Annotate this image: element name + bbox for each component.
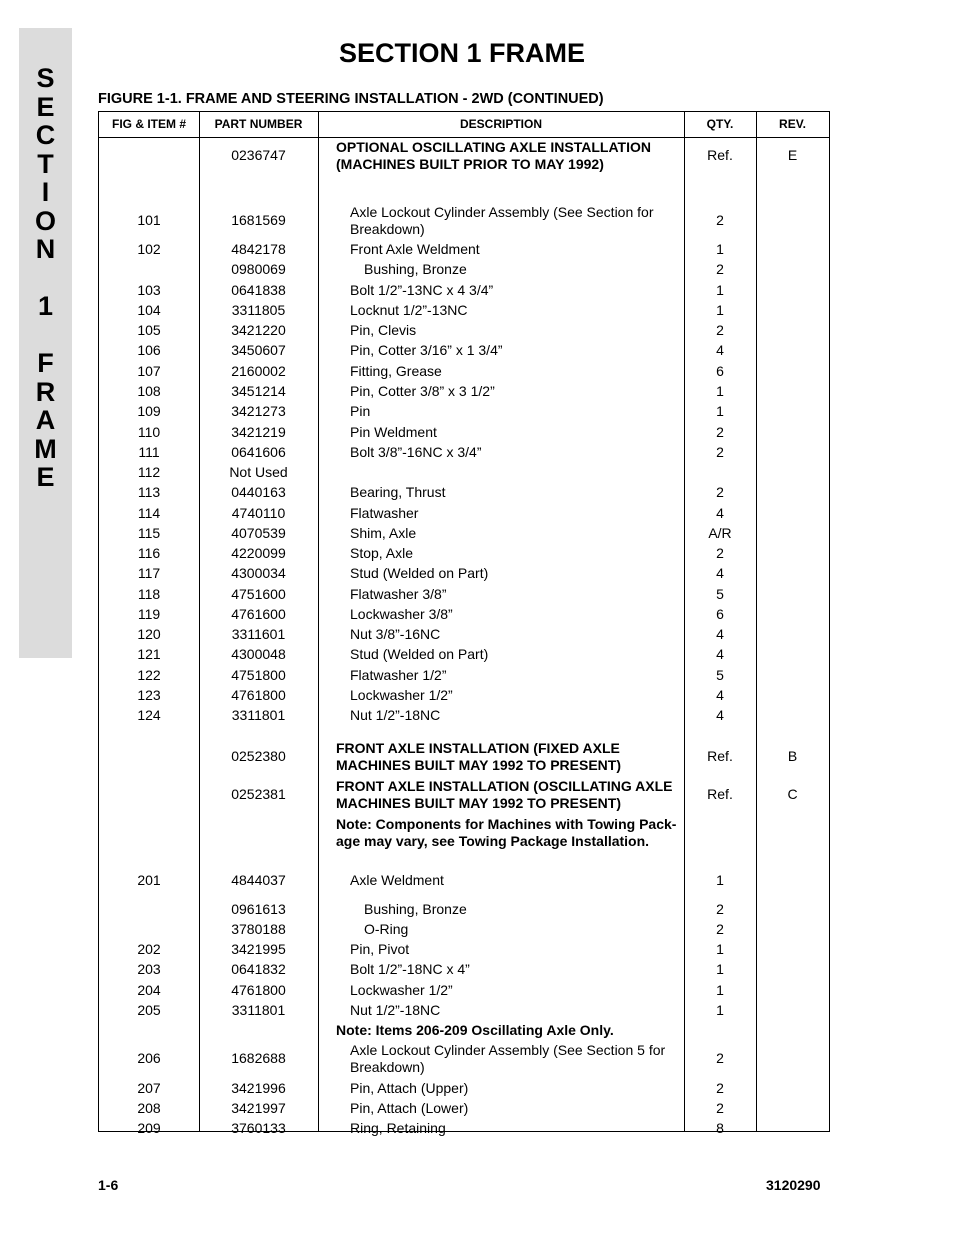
cell-description: Ring, Retaining xyxy=(350,1120,446,1136)
cell-qty: 2 xyxy=(716,484,724,500)
side-tab-letter: E xyxy=(36,91,55,122)
cell-description: Nut 1/2”-18NC xyxy=(350,707,441,723)
cell-qty: 2 xyxy=(716,1100,724,1116)
cell-description: Note: Components for Machines with Towing Pack-age may vary, see Towing Package Installation. xyxy=(336,816,677,849)
side-tab-letter: M xyxy=(34,433,57,464)
cell-qty: 6 xyxy=(716,606,724,622)
cell-fig-item: 208 xyxy=(137,1100,161,1116)
cell-fig-item: 207 xyxy=(137,1080,161,1096)
cell-part-number: 4751800 xyxy=(231,667,286,683)
side-tab-letter: E xyxy=(36,462,55,492)
cell-part-number: 3421219 xyxy=(231,424,286,440)
cell-description: Pin, Clevis xyxy=(350,322,417,338)
side-tab-letter: F xyxy=(37,348,54,378)
cell-part-number: 3421273 xyxy=(231,403,286,419)
cell-fig-item: 105 xyxy=(137,322,161,338)
page-title: SECTION 1 FRAME xyxy=(338,38,586,68)
side-tab-letter: N xyxy=(35,234,56,264)
cell-fig-item: 111 xyxy=(138,444,160,460)
cell-description: Axle Weldment xyxy=(350,872,444,888)
side-tab-letter: R xyxy=(35,376,56,407)
cell-part-number: 3421220 xyxy=(231,322,286,338)
cell-description: Nut 1/2”-18NC xyxy=(350,1002,441,1018)
cell-part-number: 0641838 xyxy=(231,282,286,298)
cell-part-number: 3311601 xyxy=(231,626,286,642)
cell-qty: 1 xyxy=(716,403,724,419)
cell-description: Flatwasher xyxy=(350,505,419,521)
cell-qty: 2 xyxy=(716,1050,724,1066)
cell-qty: A/R xyxy=(708,525,732,541)
cell-description: Stop, Axle xyxy=(350,545,414,561)
cell-qty: 1 xyxy=(716,383,724,399)
cell-description: Pin Weldment xyxy=(350,424,437,440)
cell-part-number: 0961613 xyxy=(231,901,286,917)
cell-qty: 2 xyxy=(716,444,724,460)
cell-fig-item: 115 xyxy=(137,525,161,541)
cell-fig-item: 123 xyxy=(137,687,161,703)
cell-qty: 8 xyxy=(716,1120,724,1136)
cell-part-number: 3450607 xyxy=(231,342,286,358)
cell-qty: 1 xyxy=(716,302,724,318)
cell-part-number: 4842178 xyxy=(231,241,286,257)
cell-qty: 5 xyxy=(716,586,724,602)
cell-fig-item: 108 xyxy=(137,383,161,399)
cell-description: Bolt 1/2”-18NC x 4” xyxy=(350,961,470,977)
cell-qty: 4 xyxy=(716,687,724,703)
cell-description: FRONT AXLE INSTALLATION (OSCILLATING AXLE MACHINES BUILT MAY 1992 TO PRESENT) xyxy=(336,778,673,811)
cell-qty: 4 xyxy=(716,707,724,723)
column-divider xyxy=(756,112,757,1131)
parts-table xyxy=(98,111,830,1136)
cell-description: Nut 3/8”-16NC xyxy=(350,626,441,642)
page-number: 1-6 xyxy=(98,1177,119,1193)
cell-rev: C xyxy=(787,786,798,802)
cell-description: Shim, Axle xyxy=(350,525,417,541)
section-side-tab xyxy=(19,28,72,658)
side-tab-letter: A xyxy=(35,405,56,435)
cell-fig-item: 204 xyxy=(137,982,161,998)
cell-part-number: 3311805 xyxy=(231,302,286,318)
cell-part-number: 4761800 xyxy=(231,687,286,703)
cell-qty: Ref. xyxy=(707,748,733,764)
cell-qty: 4 xyxy=(716,626,724,642)
cell-description: Axle Lockout Cylinder Assembly (See Section for Breakdown) xyxy=(350,204,654,237)
cell-description: Pin, Pivot xyxy=(350,941,410,957)
cell-qty: 2 xyxy=(716,921,724,937)
cell-part-number: Not Used xyxy=(229,464,288,480)
cell-description: Lockwasher 3/8” xyxy=(350,606,453,622)
cell-fig-item: 104 xyxy=(137,302,161,318)
cell-qty: 1 xyxy=(716,1002,724,1018)
cell-part-number: 4761600 xyxy=(231,606,286,622)
side-tab-letters xyxy=(19,64,72,492)
cell-fig-item: 110 xyxy=(137,424,161,440)
cell-qty: 4 xyxy=(716,505,724,521)
cell-description: Bearing, Thrust xyxy=(350,484,446,500)
cell-part-number: 0252380 xyxy=(231,748,286,764)
cell-fig-item: 124 xyxy=(137,707,161,723)
cell-fig-item: 117 xyxy=(137,565,161,581)
cell-qty: 2 xyxy=(716,1080,724,1096)
cell-part-number: 3421996 xyxy=(231,1080,286,1096)
cell-part-number: 4070539 xyxy=(231,525,286,541)
cell-description: Lockwasher 1/2” xyxy=(350,687,453,703)
cell-qty: Ref. xyxy=(707,786,733,802)
cell-fig-item: 201 xyxy=(137,872,161,888)
cell-part-number: 4300034 xyxy=(231,565,286,581)
cell-description: FRONT AXLE INSTALLATION (FIXED AXLE MACHINES BUILT MAY 1992 TO PRESENT) xyxy=(336,740,621,773)
cell-part-number: 0641832 xyxy=(231,961,286,977)
cell-part-number: 0236747 xyxy=(231,147,286,163)
cell-fig-item: 113 xyxy=(137,484,161,500)
cell-part-number: 3421997 xyxy=(231,1100,286,1116)
column-divider xyxy=(318,112,319,1131)
cell-part-number: 4220099 xyxy=(231,545,286,561)
cell-qty: 4 xyxy=(716,565,724,581)
cell-description: Pin, Cotter 3/16” x 1 3/4” xyxy=(350,342,503,358)
cell-part-number: 0252381 xyxy=(231,786,286,802)
side-tab-letter: 1 xyxy=(37,291,54,321)
cell-fig-item: 120 xyxy=(137,626,161,642)
cell-part-number: 4761800 xyxy=(231,982,286,998)
cell-description: Pin, Attach (Lower) xyxy=(350,1100,469,1116)
cell-part-number: 3780188 xyxy=(231,921,286,937)
cell-qty: 2 xyxy=(716,322,724,338)
cell-part-number: 3760133 xyxy=(231,1120,286,1136)
cell-part-number: 3421995 xyxy=(231,941,286,957)
cell-description: Stud (Welded on Part) xyxy=(350,646,489,662)
cell-description: Pin, Attach (Upper) xyxy=(350,1080,469,1096)
cell-fig-item: 202 xyxy=(137,941,161,957)
cell-description: Axle Lockout Cylinder Assembly (See Section 5 for Breakdown) xyxy=(350,1042,666,1075)
header-part-number: PART NUMBER xyxy=(214,117,303,131)
cell-description: OPTIONAL OSCILLATING AXLE INSTALLATION (MACHINES BUILT PRIOR TO MAY 1992) xyxy=(336,139,651,172)
cell-fig-item: 121 xyxy=(137,646,161,662)
cell-description: Pin, Cotter 3/8” x 3 1/2” xyxy=(350,383,495,399)
cell-fig-item: 122 xyxy=(137,667,161,683)
cell-qty: 2 xyxy=(716,424,724,440)
cell-fig-item: 103 xyxy=(137,282,161,298)
cell-part-number: 0980069 xyxy=(231,261,286,277)
cell-qty: 1 xyxy=(716,961,724,977)
cell-description: Locknut 1/2”-13NC xyxy=(350,302,468,318)
cell-description: Flatwasher 1/2” xyxy=(350,667,447,683)
figure-title: FIGURE 1-1. FRAME AND STEERING INSTALLATION - 2WD (CONTINUED) xyxy=(98,91,604,107)
cell-qty: 2 xyxy=(716,545,724,561)
cell-part-number: 1681569 xyxy=(231,212,286,228)
cell-qty: 1 xyxy=(716,872,724,888)
cell-qty: 5 xyxy=(716,667,724,683)
cell-part-number: 3311801 xyxy=(231,1002,286,1018)
cell-part-number: 3311801 xyxy=(231,707,286,723)
cell-fig-item: 102 xyxy=(137,241,161,257)
side-tab-letter: O xyxy=(34,205,56,236)
cell-fig-item: 116 xyxy=(137,545,161,561)
cell-qty: 6 xyxy=(716,363,724,379)
side-tab-letter: T xyxy=(37,148,54,179)
cell-fig-item: 203 xyxy=(137,961,161,977)
header-description: DESCRIPTION xyxy=(459,117,542,131)
cell-rev: B xyxy=(787,748,798,764)
cell-description: Stud (Welded on Part) xyxy=(350,565,489,581)
cell-qty: Ref. xyxy=(707,147,733,163)
cell-qty: 1 xyxy=(716,241,724,257)
cell-description: Note: Items 206-209 Oscillating Axle Only. xyxy=(336,1022,614,1038)
cell-fig-item: 106 xyxy=(137,342,161,358)
cell-fig-item: 114 xyxy=(137,505,161,521)
side-tab-letter: S xyxy=(36,63,55,93)
header-qty: QTY. xyxy=(706,117,734,131)
cell-part-number: 4751600 xyxy=(231,586,286,602)
document-number: 3120290 xyxy=(766,1177,821,1193)
cell-description: Bolt 1/2”-13NC x 4 3/4” xyxy=(350,282,494,298)
cell-description: Fitting, Grease xyxy=(350,363,442,379)
cell-fig-item: 112 xyxy=(137,464,161,480)
cell-fig-item: 109 xyxy=(137,403,161,419)
cell-description: Bolt 3/8”-16NC x 3/4” xyxy=(350,444,482,460)
cell-part-number: 3451214 xyxy=(231,383,286,399)
cell-fig-item: 107 xyxy=(137,363,161,379)
cell-qty: 1 xyxy=(716,282,724,298)
cell-fig-item: 118 xyxy=(137,586,161,602)
cell-description: Bushing, Bronze xyxy=(364,901,467,917)
cell-description: Front Axle Weldment xyxy=(350,241,480,257)
cell-fig-item: 209 xyxy=(137,1120,161,1136)
header-rev: REV. xyxy=(779,117,806,131)
cell-fig-item: 119 xyxy=(137,606,161,622)
cell-qty: 1 xyxy=(716,941,724,957)
cell-qty: 1 xyxy=(716,982,724,998)
cell-qty: 2 xyxy=(716,261,724,277)
cell-part-number: 4740110 xyxy=(231,505,286,521)
cell-description: Lockwasher 1/2” xyxy=(350,982,453,998)
cell-part-number: 4300048 xyxy=(231,646,286,662)
cell-qty: 2 xyxy=(716,901,724,917)
cell-qty: 4 xyxy=(716,342,724,358)
cell-description: Flatwasher 3/8” xyxy=(350,586,447,602)
cell-description: Pin xyxy=(350,403,371,419)
cell-qty: 4 xyxy=(716,646,724,662)
table-header-row xyxy=(99,112,829,138)
cell-part-number: 0440163 xyxy=(231,484,286,500)
cell-part-number: 0641606 xyxy=(231,444,286,460)
cell-description: Bushing, Bronze xyxy=(364,261,467,277)
cell-description: O-Ring xyxy=(364,921,409,937)
cell-part-number: 2160002 xyxy=(231,363,286,379)
cell-part-number: 4844037 xyxy=(231,872,286,888)
header-fig-item: FIG & ITEM # xyxy=(111,117,186,131)
cell-qty: 2 xyxy=(716,212,724,228)
side-tab-letter: C xyxy=(35,120,56,150)
cell-rev: E xyxy=(787,147,798,163)
cell-fig-item: 101 xyxy=(137,212,161,228)
cell-fig-item: 206 xyxy=(137,1050,161,1066)
cell-part-number: 1682688 xyxy=(231,1050,286,1066)
side-tab-letter: I xyxy=(41,177,50,207)
cell-fig-item: 205 xyxy=(137,1002,161,1018)
